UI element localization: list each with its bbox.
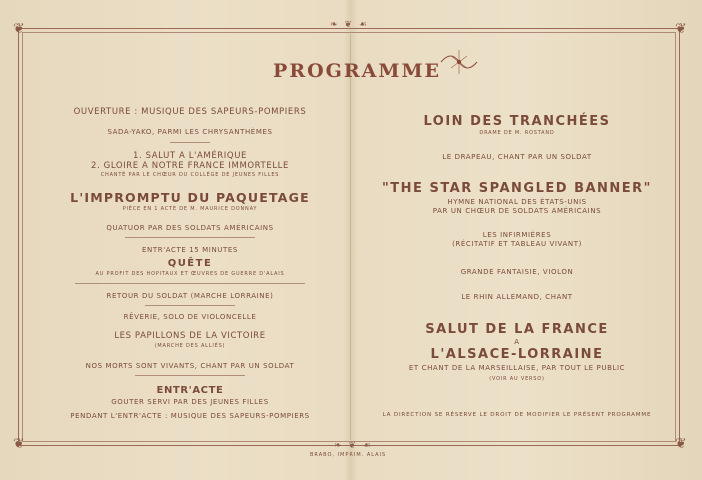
programme-item: 2. GLOIRE A NOTRE FRANCE IMMORTELLE: [91, 161, 289, 171]
divider: [170, 142, 210, 143]
programme-note: CHANTÉ PAR LE CHŒUR DU COLLÈGE DE JEUNES FILLES: [100, 172, 280, 178]
programme-item: ENTR'ACTE: [156, 385, 224, 396]
page-title: PROGRAMME: [273, 60, 441, 82]
programme-disclaimer: LA DIRECTION SE RÉSERVE LE DROIT DE MODIFIER LE PRÉSENT PROGRAMME: [382, 412, 652, 418]
programme-item: RETOUR DU SOLDAT (MARCHE LORRAINE): [106, 292, 274, 300]
programme-note: GOUTER SERVI PAR DES JEUNES FILLES: [111, 398, 269, 406]
programme-note: HYMNE NATIONAL DES ÉTATS-UNIS: [447, 198, 587, 206]
title-ornament-icon: [437, 48, 481, 76]
programme-item: GRANDE FANTAISIE, VIOLON: [460, 268, 574, 276]
programme-item: "THE STAR SPANGLED BANNER": [382, 181, 652, 196]
programme-item: RÊVERIE, SOLO DE VIOLONCELLE: [123, 313, 257, 321]
programme-item: LE RHIN ALLEMAND, CHANT: [461, 293, 573, 301]
programme-note: PIÈCE EN 1 ACTE DE M. MAURICE DONNAY: [122, 206, 258, 212]
divider: [125, 237, 255, 238]
programme-item: QUATUOR PAR DES SOLDATS AMÉRICAINS: [106, 224, 274, 232]
programme-item: LE DRAPEAU, CHANT PAR UN SOLDAT: [442, 153, 592, 161]
programme-note: (RÉCITATIF ET TABLEAU VIVANT): [452, 240, 582, 248]
programme-item: LES PAPILLONS DE LA VICTOIRE: [114, 331, 266, 341]
programme-item: L'ALSACE-LORRAINE: [430, 347, 604, 362]
printer-credit: BRABO, IMPRIM. ALAIS: [310, 452, 387, 458]
bottom-flourish-icon: ❧ ❦ ☙: [334, 441, 373, 451]
programme-item: PENDANT L'ENTR'ACTE : MUSIQUE DES SAPEURS-POMPIERS: [70, 412, 310, 420]
programme-item: L'IMPROMPTU DU PAQUETAGE: [70, 190, 310, 205]
programme-item: NOS MORTS SONT VIVANTS, CHANT PAR UN SOLDAT: [85, 362, 295, 370]
programme-item: QUÊTE: [167, 258, 213, 269]
programme-item: A: [514, 338, 520, 346]
programme-item: 1. SALUT A L'AMÉRIQUE: [132, 151, 247, 161]
corner-ornament-icon: ❦: [675, 21, 687, 37]
corner-ornament-icon: ❦: [13, 21, 25, 37]
center-fold: [350, 34, 351, 440]
programme-note: DRAME DE M. ROSTAND: [479, 130, 555, 136]
programme-item: LES INFIRMIÈRES: [482, 231, 552, 239]
programme-item: OUVERTURE : MUSIQUE DES SAPEURS-POMPIERS: [73, 107, 307, 117]
programme-note: PAR UN CHŒUR DE SOLDATS AMÉRICAINS: [432, 207, 602, 215]
programme-item: SALUT DE LA FRANCE: [425, 322, 609, 337]
corner-ornament-icon: ❦: [675, 436, 687, 452]
programme-note: ET CHANT DE LA MARSEILLAISE, PAR TOUT LE PUBLIC: [408, 364, 626, 372]
divider: [135, 375, 245, 376]
title-block: [262, 52, 452, 92]
programme-note: AU PROFIT DES HOPITAUX ET ŒUVRES DE GUERRE D'ALAIS: [95, 271, 285, 277]
top-flourish-icon: ❧ ❦ ☙: [330, 20, 369, 30]
programme-note: (MARCHE DES ALLIÉS): [154, 343, 226, 349]
divider: [145, 305, 235, 306]
corner-ornament-icon: ❦: [13, 436, 25, 452]
programme-note: (VOIR AU VERSO): [489, 376, 545, 382]
programme-item: SADA-YAKO, PARMI LES CHRYSANTHÈMES: [107, 128, 273, 136]
divider: [75, 283, 305, 284]
programme-item: LOIN DES TRANCHÉES: [423, 114, 611, 129]
programme-item: ENTR'ACTE 15 MINUTES: [142, 246, 238, 254]
